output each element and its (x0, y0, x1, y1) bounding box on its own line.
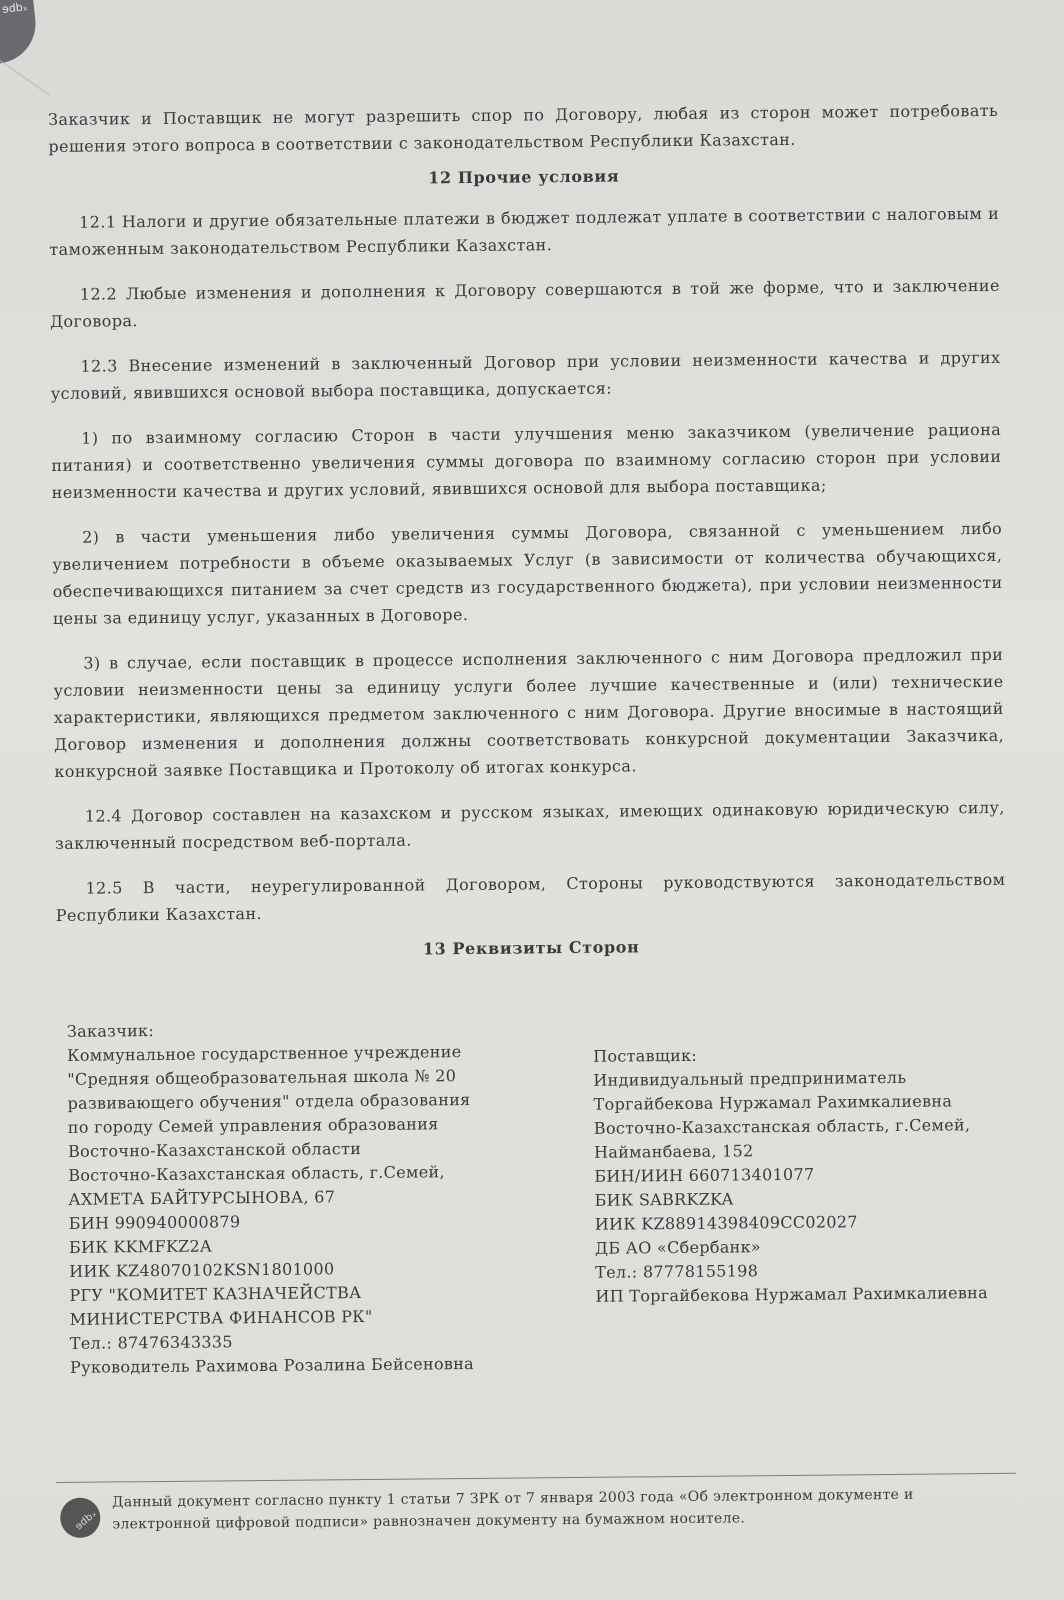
customer-details (67, 1016, 520, 1380)
dispute-paragraph: Заказчик и Поставщик не могут разрешить спор по Договору, любая из сторон может потребовать решения этого вопроса в соответствии с законодательством Республики Казахстан. (48, 100, 999, 156)
customer-line: Восточно-Казахстанской области (67, 1139, 362, 1161)
portal-logo-text: ɘdbₓ (1, 0, 29, 16)
supplier-details (593, 1041, 1016, 1309)
contract-body (48, 97, 1010, 1377)
customer-line: БИК KKMFKZ2A (68, 1236, 213, 1257)
clause-12-4: 12.4 Договор составлен на казахском и русском языках, имеющих одинаковую юридическую силу, заключенный посредством веб-портала. (54, 797, 1005, 853)
supplier-line: Найманбаева, 152 (593, 1141, 754, 1162)
customer-line: Заказчик: (66, 1021, 155, 1041)
customer-line: "Средняя общеобразовательная школа № 20 (67, 1066, 457, 1089)
customer-line: Восточно-Казахстанская область, г.Семей, (68, 1162, 445, 1185)
customer-line: ИИК KZ48070102KSN1801000 (69, 1259, 335, 1281)
supplier-line: ИИК KZ88914398409CC02027 (594, 1212, 858, 1234)
clause-12-3-item-3: 3) в случае, если поставщик в процессе исполнения заключенного с ним Договора предложил при условии неизменности цены за единицу услуги более лучшие качественные и (или) технические характеристики, являющихся предметом заключенного с ним Договора. Другие вносимые в настоящий Договор изменения и дополнения должны соответствовать конкурсной документации Заказчика, конкурсной заявке Поставщика и Протоколу об итогах конкурса. (53, 644, 1005, 781)
footer-divider (56, 1473, 1016, 1483)
customer-line: Руководитель Рахимова Розалина Бейсеновна (70, 1353, 475, 1377)
supplier-line: ИП Торгайбекова Нуржамал Рахимкалиевна (595, 1283, 989, 1306)
supplier-line: Восточно-Казахстанская область, г.Семей, (593, 1115, 971, 1138)
clause-12-1: 12.1 Налоги и другие обязательные платежи в бюджет подлежат уплате в соответствии с налоговым и таможенным законодательством Республики Казахстан. (49, 203, 1000, 259)
supplier-line: БИК SABRKZKA (594, 1189, 734, 1210)
legal-notice: Данный документ согласно пункту 1 статьи 7 ЗРК от 7 января 2003 года «Об электронном документе и электронной цифровой подписи» равнозначен документу на бумажном носителе. (112, 1486, 914, 1533)
customer-line: Коммунальное государственное учреждение (67, 1042, 462, 1065)
customer-line: МИНИСТЕРСТВА ФИНАНСОВ РК" (69, 1306, 373, 1329)
section-12-heading: 12 Прочие условия (428, 166, 620, 188)
clause-12-5: 12.5 В части, неурегулированной Договором, Стороны руководствуются законодательством Республики Казахстан. (55, 869, 1006, 925)
clause-12-3-item-2: 2) в части уменьшения либо увеличения суммы Договора, связанной с уменьшением либо увеличением потребности в объеме оказываемых Услуг (в зависимости от количества обучающихся, обеспечивающихся питанием за счет средств из государственного бюджета), при условии неизменности цены за единицу услуг, указанных в Договоре. (52, 518, 1003, 628)
customer-line: по городу Семей управления образования (67, 1114, 439, 1137)
clause-12-3-item-1: 1) по взаимному согласию Сторон в части улучшения меню заказчиком (увеличение рациона питания) и соответственно увеличения суммы договора по взаимному согласию сторон при условии неизменности качества и других условий, явившихся основой для выбора поставщика; (51, 419, 1002, 502)
party-details (57, 991, 1010, 1377)
supplier-line: Индивидуальный предприниматель (593, 1067, 907, 1090)
egov-seal-icon (60, 1498, 100, 1538)
footer (60, 1483, 1020, 1533)
clause-12-2: 12.2 Любые изменения и дополнения к Договору совершаются в той же форме, что и заключение Договора. (49, 275, 1000, 331)
customer-line: АХМЕТА БАЙТУРСЫНОВА, 67 (68, 1187, 336, 1209)
supplier-line: Торгайбекова Нуржамал Рахимкалиевна (593, 1091, 953, 1114)
supplier-line: ДБ АО «Сбербанк» (594, 1237, 762, 1258)
corner-divider (0, 60, 49, 95)
section-13-heading: 13 Реквизиты Сторон (422, 937, 640, 959)
portal-logo-icon (0, 0, 39, 64)
clause-12-3: 12.3 Внесение изменений в заключенный Договор при условии неизменности качества и других условий, явившихся основой выбора поставщика, допускается: (50, 347, 1001, 403)
supplier-line: БИН/ИИН 660713401077 (594, 1164, 815, 1186)
customer-line: БИН 990940000879 (68, 1212, 241, 1233)
supplier-line: Поставщик: (593, 1045, 698, 1066)
seal-text: ɘdbₓ (73, 1508, 100, 1533)
supplier-line: Тел.: 87778155198 (595, 1261, 759, 1282)
customer-line: РГУ "КОМИТЕТ КАЗНАЧЕЙСТВА (69, 1283, 362, 1305)
customer-line: Тел.: 87476343335 (69, 1332, 233, 1353)
customer-line: развивающего обучения" отдела образования (67, 1089, 471, 1113)
